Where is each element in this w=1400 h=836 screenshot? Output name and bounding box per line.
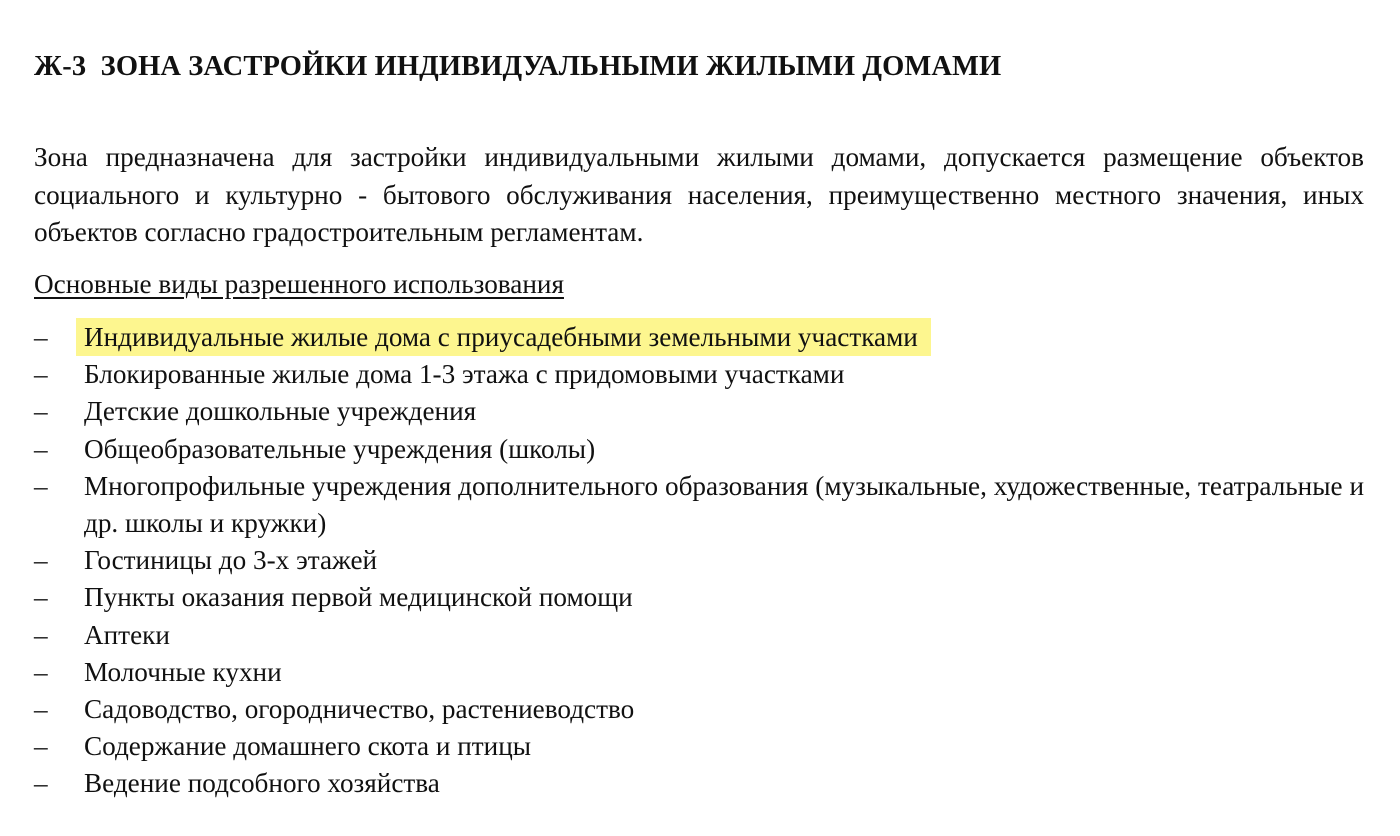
bullet-dash: – (34, 619, 48, 650)
list-item-text: Ведение подсобного хозяйства (84, 768, 440, 799)
permitted-uses-list (34, 319, 1364, 803)
list-item-text: Содержание домашнего скота и птицы (84, 731, 532, 762)
bullet-dash: – (34, 694, 48, 725)
bullet-dash: – (34, 359, 48, 390)
bullet-dash: – (34, 731, 48, 762)
list-item (34, 617, 1364, 654)
bullet-dash: – (34, 768, 48, 799)
list-item (34, 728, 1364, 765)
list-item (34, 319, 1364, 356)
list-item (34, 468, 1364, 542)
list-item (34, 431, 1364, 468)
list-item-text: Общеобразовательные учреждения (школы) (84, 433, 596, 464)
list-item (34, 542, 1364, 579)
bullet-dash: – (34, 656, 48, 687)
list-item-text: Аптеки (84, 619, 170, 650)
highlighted-text: Индивидуальные жилые дома с приусадебными земельными участками (76, 318, 931, 356)
list-item (34, 393, 1364, 430)
list-item-text: Пункты оказания первой медицинской помощи (84, 582, 633, 613)
bullet-dash: – (34, 470, 48, 501)
bullet-dash: – (34, 545, 48, 576)
list-item-text: Блокированные жилые дома 1-3 этажа с придомовыми участками (84, 359, 845, 390)
list-item-text: Молочные кухни (84, 656, 282, 687)
list-item-text: Детские дошкольные учреждения (84, 396, 477, 427)
bullet-dash: – (34, 433, 48, 464)
zone-description: Зона предназначена для застройки индивидуальными жилыми домами, допускается размещение объектов социального и культурно - бытового обслуживания населения, преимущественно местного значения, иных объектов согласно градостроительным регламентам. (34, 142, 1364, 247)
list-item (34, 654, 1364, 691)
list-item (34, 579, 1364, 616)
list-item-text: Гостиницы до 3-х этажей (84, 545, 378, 576)
section-heading: Основные виды разрешенного использования (34, 269, 564, 299)
list-item (34, 691, 1364, 728)
bullet-dash: – (34, 322, 48, 352)
bullet-dash: – (34, 396, 48, 427)
list-item (34, 765, 1364, 802)
list-item-text: Многопрофильные учреждения дополнительного образования (музыкальные, художественные, театральные и др. школы и кружки) (84, 470, 1364, 539)
list-item (34, 356, 1364, 393)
bullet-dash: – (34, 582, 48, 613)
list-item-text: Садоводство, огородничество, растениеводство (84, 694, 635, 725)
zone-title: Ж-3 ЗОНА ЗАСТРОЙКИ ИНДИВИДУАЛЬНЫМИ ЖИЛЫМИ ДОМАМИ (34, 51, 1002, 82)
